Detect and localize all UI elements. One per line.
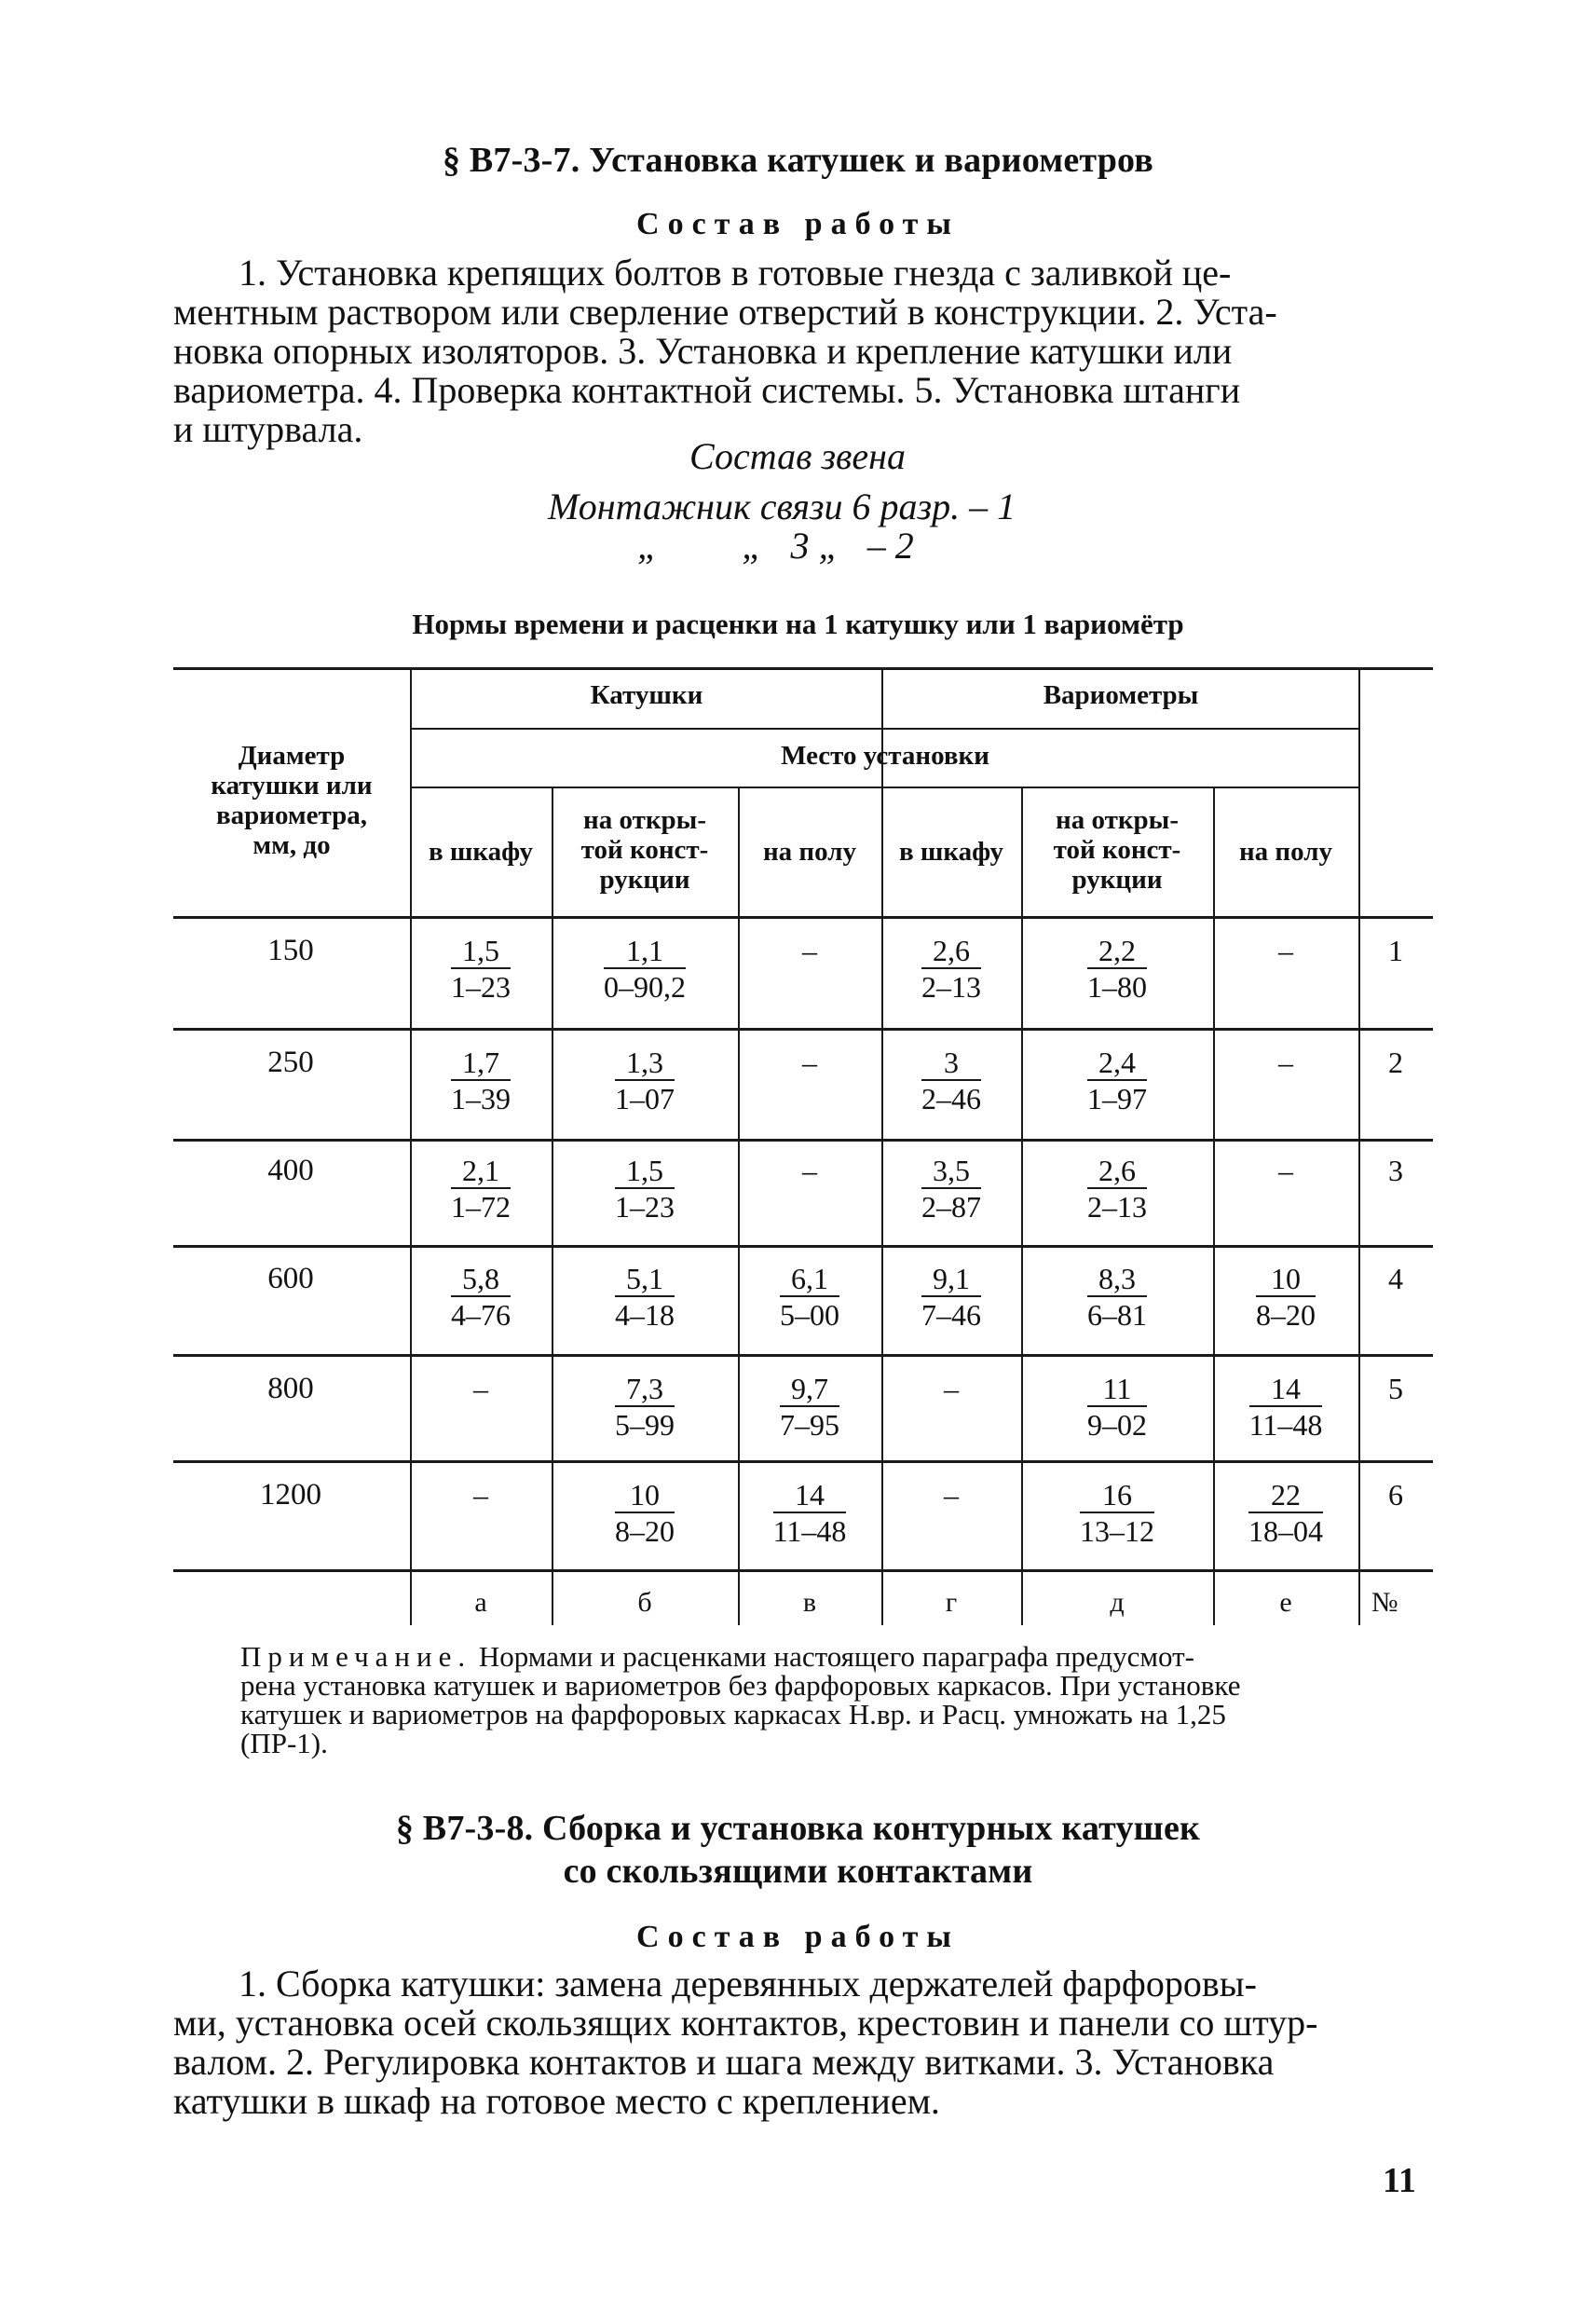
row-number: 3 (1388, 1154, 1403, 1187)
norm-fraction (921, 1154, 981, 1224)
header-diameter-line: катушки или (211, 771, 373, 800)
time-norm: 10 (1256, 1262, 1316, 1297)
note-line: катушек и вариометров на фарфоровых каркасах Н.вр. и Расц. умножать на 1,25 (240, 1698, 1226, 1731)
time-norm: 1,3 (615, 1046, 675, 1081)
row-number: 6 (1388, 1478, 1403, 1512)
empty-dash: – (1278, 1154, 1293, 1187)
norm-fraction (451, 1154, 511, 1224)
time-norm: 9,1 (921, 1262, 981, 1297)
empty-dash: – (802, 934, 817, 967)
row-diameter: 250 (267, 1046, 314, 1079)
row-diameter: 400 (267, 1154, 314, 1187)
time-norm: 2,6 (1087, 1154, 1147, 1189)
norm-fraction (780, 1262, 839, 1333)
table-rule (410, 728, 1358, 730)
work-line: ми, установка осей скользящих контактов, крестовин и панели со штур- (173, 2002, 1318, 2044)
crew-heading: Состав звена (689, 435, 907, 477)
rate: 5–99 (615, 1408, 675, 1442)
row-number: 5 (1388, 1372, 1403, 1405)
rate: 0–90,2 (604, 970, 686, 1004)
norm-cell (552, 934, 738, 1005)
norm-fraction (1087, 1154, 1147, 1224)
norm-cell (881, 934, 1021, 1005)
table-rule (173, 1139, 1433, 1142)
norm-cell (410, 1372, 552, 1406)
norm-cell (738, 1372, 881, 1443)
norm-cell (1213, 1478, 1358, 1549)
rate: 5–00 (780, 1298, 839, 1332)
norm-cell (1021, 1262, 1213, 1333)
column-letter: е (1279, 1587, 1292, 1618)
work-line: вариометра. 4. Проверка контактной системы. 5. Установка штанги (173, 369, 1241, 411)
norm-fraction (921, 1262, 981, 1333)
time-norm: 9,7 (780, 1372, 839, 1407)
table-rule (173, 916, 1433, 919)
note-line: рена установка катушек и вариометров без фарфоровых каркасов. При установке (240, 1669, 1241, 1702)
section-title: со скользящими контактами (563, 1852, 1033, 1891)
empty-dash: – (802, 1154, 817, 1187)
subheader-in-cabinet: в шкафу (898, 837, 1003, 867)
time-norm: 7,3 (615, 1372, 675, 1407)
rate: 2–87 (921, 1190, 981, 1224)
norm-cell (881, 1262, 1021, 1333)
time-norm: 1,7 (451, 1046, 511, 1081)
time-norm: 6,1 (780, 1262, 839, 1297)
column-letter: в (802, 1587, 817, 1618)
time-norm: 14 (1249, 1372, 1323, 1407)
work-line: 1. Установка крепящих болтов в готовые гнезда с заливкой це- (239, 252, 1232, 294)
table-rule (173, 1028, 1433, 1031)
norm-fraction (780, 1372, 839, 1443)
norm-cell (552, 1262, 738, 1333)
work-line: новка опорных изоляторов. 3. Установка и крепление катушки или (173, 330, 1233, 372)
rate: 6–81 (1087, 1298, 1147, 1332)
work-composition-text (173, 1964, 1422, 2121)
row-diameter: 800 (267, 1372, 314, 1405)
header-place: Место установки (781, 741, 989, 771)
norm-cell (1021, 1372, 1213, 1443)
time-norm: 8,3 (1087, 1262, 1147, 1297)
norm-fraction (604, 934, 686, 1005)
rate: 4–18 (615, 1298, 675, 1332)
empty-dash: – (1278, 934, 1293, 967)
subheader-line: рукции (1071, 865, 1163, 895)
column-letter: № (1371, 1587, 1398, 1618)
norm-cell (552, 1154, 738, 1224)
time-norm: 14 (773, 1478, 847, 1513)
norm-cell (1213, 1046, 1358, 1080)
rate: 1–39 (451, 1082, 511, 1115)
work-composition-heading: Состав работы (636, 1920, 960, 1954)
norm-cell (410, 1154, 552, 1224)
norm-fraction (1087, 1046, 1147, 1116)
norm-fraction (1087, 1372, 1147, 1443)
norm-cell (738, 1262, 881, 1333)
norm-cell (410, 1262, 552, 1333)
section-title: § В7-3-8. Сборка и установка контурных катушек (395, 1809, 1201, 1848)
row-number: 2 (1388, 1046, 1403, 1079)
note-lead: Примечание. (240, 1640, 472, 1673)
time-norm: 16 (1080, 1478, 1154, 1513)
norm-fraction (1087, 1262, 1147, 1333)
header-diameter (173, 741, 410, 860)
norm-cell (881, 1478, 1021, 1512)
rate: 8–20 (1256, 1298, 1316, 1332)
norm-cell (881, 1372, 1021, 1406)
norm-fraction (615, 1262, 675, 1333)
time-norm: 2,6 (921, 934, 981, 969)
rate: 2–13 (1087, 1190, 1147, 1224)
subheader-open (552, 805, 738, 895)
subheader-line: рукции (599, 865, 690, 895)
note-line: Нормами и расценками настоящего параграфа предусмот- (478, 1640, 1194, 1673)
table-rule (1358, 667, 1360, 1625)
rate: 7–46 (921, 1298, 981, 1332)
norm-fraction (1256, 1262, 1316, 1333)
empty-dash: – (944, 1372, 959, 1405)
norm-cell (1021, 1046, 1213, 1116)
subheader-floor: на полу (762, 837, 857, 867)
crew-line: Монтажник связи 6 разр. – 1 (548, 486, 1016, 527)
time-norm: 5,1 (615, 1262, 675, 1297)
norm-cell (552, 1372, 738, 1443)
rate: 1–80 (1087, 970, 1147, 1004)
norm-cell (881, 1154, 1021, 1224)
norm-fraction (1087, 934, 1147, 1005)
norm-cell (410, 934, 552, 1005)
rate: 7–95 (780, 1408, 839, 1442)
note-line: (ПР-1). (240, 1727, 328, 1759)
empty-dash: – (802, 1046, 817, 1079)
header-variometers: Вариометры (1043, 680, 1199, 710)
norm-fraction (921, 1046, 981, 1116)
row-diameter: 150 (267, 934, 314, 967)
norm-fraction (1080, 1478, 1154, 1549)
norm-cell (1021, 1478, 1213, 1549)
subheader-line: той конст- (1053, 835, 1181, 865)
norm-cell (1021, 934, 1213, 1005)
crew-line: „ „ 3 „ – 2 (637, 525, 914, 567)
column-letter: а (474, 1587, 487, 1618)
rate: 8–20 (615, 1514, 675, 1548)
table-rule (173, 1245, 1433, 1248)
time-norm: 3,5 (921, 1154, 981, 1189)
norm-cell (738, 934, 881, 968)
rate: 1–07 (615, 1082, 675, 1115)
header-diameter-line: Диаметр (238, 741, 346, 771)
table-caption: Нормы времени и расценки на 1 катушку или 1 вариомётр (412, 608, 1184, 640)
time-norm: 1,1 (604, 934, 686, 969)
empty-dash: – (473, 1372, 488, 1405)
time-norm: 2,2 (1087, 934, 1147, 969)
subheader-line: на откры- (583, 805, 706, 835)
subheader-open (1021, 805, 1213, 895)
header-diameter-line: вариометра, (215, 800, 368, 830)
rate: 1–72 (451, 1190, 511, 1224)
work-line: ментным раствором или сверление отверстий в конструкции. 2. Уста- (173, 291, 1277, 333)
rate: 2–13 (921, 970, 981, 1004)
norm-fraction (1249, 1372, 1323, 1443)
norm-cell (738, 1046, 881, 1080)
rate: 1–23 (615, 1190, 675, 1224)
header-diameter-line: мм, до (252, 830, 331, 860)
work-line: катушки в шкаф на готовое место с креплением. (173, 2080, 940, 2122)
norm-cell (1213, 1154, 1358, 1188)
section-title: § В7-3-7. Установка катушек и вариометров (442, 141, 1154, 180)
rate: 11–48 (772, 1514, 847, 1548)
norm-fraction (921, 934, 981, 1005)
table-rule (173, 1460, 1433, 1463)
empty-dash: – (473, 1478, 488, 1512)
rate: 13–12 (1080, 1514, 1154, 1548)
rate: 11–48 (1248, 1408, 1323, 1442)
work-line: валом. 2. Регулировка контактов и шага между витками. 3. Установка (173, 2041, 1275, 2083)
page-number: 11 (1383, 2161, 1416, 2200)
norm-fraction (615, 1372, 675, 1443)
norm-fraction (615, 1046, 675, 1116)
rate: 9–02 (1087, 1408, 1147, 1442)
subheader-line: на откры- (1056, 805, 1179, 835)
time-norm: 2,1 (451, 1154, 511, 1189)
table-rule (173, 1569, 1433, 1572)
norm-cell (552, 1478, 738, 1549)
norm-fraction (451, 1046, 511, 1116)
table-rule (173, 667, 1433, 670)
norm-cell (410, 1046, 552, 1116)
row-diameter: 1200 (260, 1478, 321, 1512)
table-rule (173, 1354, 1433, 1357)
norm-cell (552, 1046, 738, 1116)
norm-cell (1021, 1154, 1213, 1224)
norm-cell (738, 1154, 881, 1188)
column-letter: б (637, 1587, 652, 1618)
column-letter: д (1110, 1587, 1125, 1618)
norm-cell (1213, 934, 1358, 968)
work-composition-text (173, 253, 1422, 449)
rate: 2–46 (921, 1082, 981, 1115)
time-norm: 1,5 (451, 934, 511, 969)
norm-fraction (451, 934, 511, 1005)
work-composition-heading: Состав работы (636, 207, 960, 241)
norm-fraction (773, 1478, 847, 1549)
work-line: 1. Сборка катушки: замена деревянных держателей фарфоровы- (239, 1963, 1257, 2004)
norm-cell (1213, 1262, 1358, 1333)
empty-dash: – (1278, 1046, 1293, 1079)
rate: 18–04 (1248, 1514, 1323, 1548)
work-line: и штурвала. (173, 408, 363, 450)
row-number: 1 (1388, 934, 1403, 967)
row-diameter: 600 (267, 1262, 314, 1295)
norm-fraction (615, 1478, 675, 1549)
header-coils: Катушки (590, 680, 703, 710)
subheader-floor: на полу (1238, 837, 1333, 867)
row-number: 4 (1388, 1262, 1403, 1295)
subheader-in-cabinet: в шкафу (428, 837, 533, 867)
rate: 1–97 (1087, 1082, 1147, 1115)
norm-fraction (451, 1262, 511, 1333)
norm-cell (410, 1478, 552, 1512)
time-norm: 10 (615, 1478, 675, 1513)
time-norm: 11 (1087, 1372, 1147, 1407)
subheader-line: той конст- (580, 835, 709, 865)
norm-cell (881, 1046, 1021, 1116)
time-norm: 3 (921, 1046, 981, 1081)
norm-cell (738, 1478, 881, 1549)
time-norm: 5,8 (451, 1262, 511, 1297)
empty-dash: – (944, 1478, 959, 1512)
column-letter: г (945, 1587, 958, 1618)
norm-fraction (615, 1154, 675, 1224)
norm-cell (1213, 1372, 1358, 1443)
time-norm: 22 (1248, 1478, 1323, 1513)
time-norm: 1,5 (615, 1154, 675, 1189)
time-norm: 2,4 (1087, 1046, 1147, 1081)
norm-fraction (1248, 1478, 1323, 1549)
rate: 4–76 (451, 1298, 511, 1332)
note (240, 1642, 1425, 1758)
rate: 1–23 (451, 970, 511, 1004)
